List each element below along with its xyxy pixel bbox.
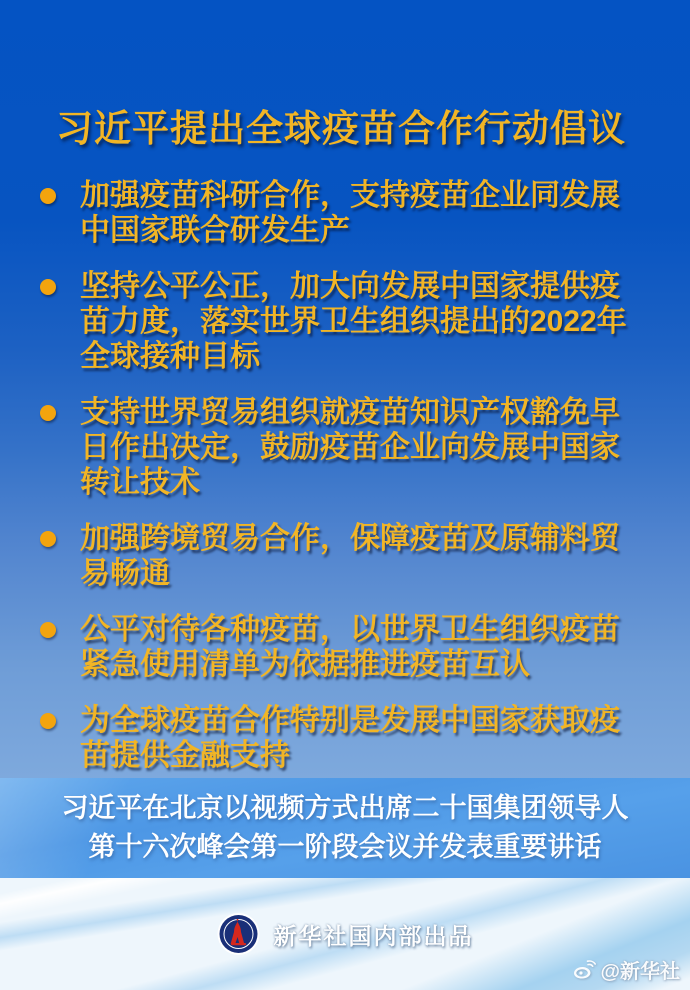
banner-line-2: 第十六次峰会第一阶段会议并发表重要讲话	[88, 832, 602, 862]
xinhua-logo-icon	[217, 912, 261, 956]
list-item	[38, 703, 644, 773]
bullet-text: 支持世界贸易组织就疫苗知识产权豁免早日作出决定，鼓励疫苗企业向发展中国家转让技术	[80, 396, 620, 499]
bullet-list	[38, 178, 644, 773]
bullet-text: 公平对待各种疫苗，以世界卫生组织疫苗紧急使用清单为依据推进疫苗互认	[80, 613, 620, 681]
bullet-text: 坚持公平公正，加大向发展中国家提供疫苗力度，落实世界卫生组织提出的2022年全球接种目标	[80, 270, 627, 373]
bullet-text: 加强疫苗科研合作，支持疫苗企业同发展中国家联合研发生产	[80, 179, 620, 247]
bullet-dot-icon	[40, 188, 56, 204]
producer-credit	[217, 912, 474, 956]
bullet-text: 加强跨境贸易合作，保障疫苗及原辅料贸易畅通	[80, 522, 620, 590]
weibo-icon	[572, 960, 596, 980]
bullet-dot-icon	[40, 405, 56, 421]
list-item	[38, 178, 644, 248]
caption-banner	[0, 778, 690, 878]
bullet-dot-icon	[40, 531, 56, 547]
bullet-dot-icon	[40, 279, 56, 295]
bullet-dot-icon	[40, 713, 56, 729]
weibo-watermark	[572, 955, 680, 984]
list-item	[38, 395, 644, 500]
watermark-text: @新华社	[600, 961, 680, 983]
bullet-dot-icon	[40, 622, 56, 638]
list-item	[38, 269, 644, 374]
page-title: 习近平提出全球疫苗合作行动倡议	[56, 108, 626, 149]
bullet-text: 为全球疫苗合作特别是发展中国家获取疫苗提供金融支持	[80, 704, 620, 772]
list-item	[38, 612, 644, 682]
credit-text: 新华社国内部出品	[273, 922, 474, 949]
list-item	[38, 521, 644, 591]
footer	[0, 878, 690, 990]
banner-line-1: 习近平在北京以视频方式出席二十国集团领导人	[61, 793, 629, 823]
